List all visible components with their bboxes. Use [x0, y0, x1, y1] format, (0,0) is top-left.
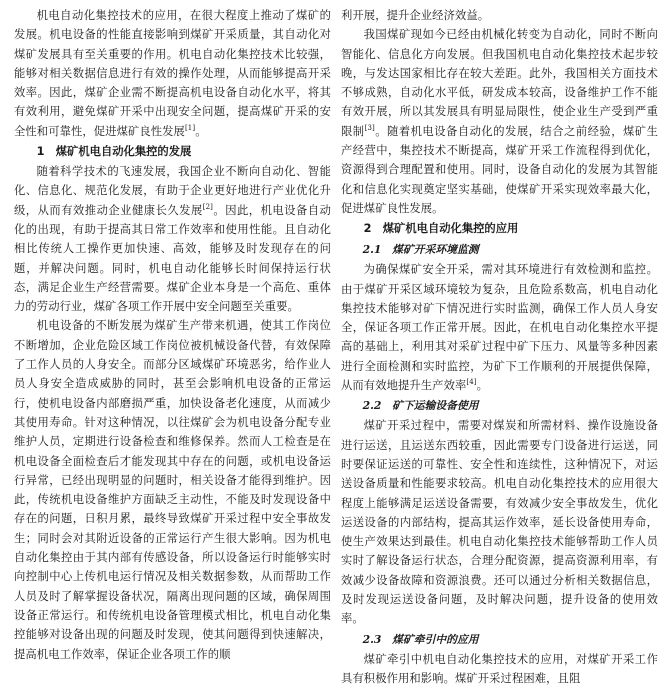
citation-ref: [4]	[466, 378, 477, 387]
paragraph-monitoring: 为确保煤矿安全开采，需对其环境进行有效检测和监控。由于煤矿开采区域环境较为复杂，且危险系数高，机电自动化集控技术能够对矿下情况进行实时监测，确保工作人员人身安全，保证各项工作正常开展。因此，在机电自动化集控水平提高的基础上，利用其对采矿过程中矿下压力、风量等多种因素进行全面检测和实时监控，为矿下工作顺利的开展提供保障，从而有效地提升生产效率[4]。	[341, 263, 658, 393]
paragraph-development: 随着科学技术的飞速发展，我国企业不断向自动化、智能化、信息化、规范化发展，有助于企业更好地进行产业优化升级，从而有效推动企业健康长久发展[2]。因此，机电设备自动化的出现，有助于提高其日常工作效率和使用性能。且自动化相比传统人工操作更加快速、高效，能够及时发现存在的问题，并解决问题。同时，机电自动化能够长时间保持运行状态，满足企业生产经营需要。煤矿企业本身是一个高危、重体力的劳动行业，煤矿各项工作开展中安全问题至关重要。	[14, 165, 331, 314]
section-heading-2: 2 煤矿机电自动化集控的应用	[363, 222, 519, 236]
citation-ref: [3]	[364, 124, 375, 133]
subsection-heading-2-2: 2.2 矿下运输设备使用	[362, 399, 479, 413]
paragraph-status: 我国煤矿现如今已经由机械化转变为自动化，同时不断向智能化、信息化方向发展。但我国机电自动化集控技术起步较晚，与发达国家相比存在较大差距。此外，我国相关方面技术不够成熟，自动化水平低，研发成本较高，设备维护工作不能有效开展，所以其发展具有明显局限性，使企业生产受到严重限制[3]。随着机电设备自动化的发展，结合之前经验，煤矿生产经营中，集控技术不断提高，煤矿开采工作流程得到优化，资源得到合理配置和使用。同时，设备自动化的发展为其智能化和信息化实现奠定坚实基础，使煤矿开采实现效率最大化，促进煤矿良性发展。	[341, 28, 659, 215]
paragraph-intro: 机电自动化集控技术的应用，在很大程度上推动了煤矿的发展。机电设备的性能直接影响到煤矿开采质量，其自动化对煤矿发展具有至关重要的作用。机电自动化集控技术比较强，能够对相关数据信息进行有效的操作处理，从而能够提高开采效率。因此，煤矿企业需不断提高机电设备自动化水平，将其有效利用，避免煤矿开采中出现安全问题，提高煤矿开采的安全性和可靠性，促进煤矿良性发展[1]。	[14, 9, 331, 138]
subsection-heading-2-1: 2.1 煤矿开采环境监测	[362, 243, 479, 257]
left-column	[14, 6, 331, 661]
citation-ref: [1]	[184, 124, 196, 133]
paragraph-equipment: 机电设备的不断发展为煤矿生产带来机遇，使其工作岗位不断增加，企业危险区域工作岗位被机械设备代替，有效保障了工作人员的人身安全。而部分区域煤矿环境恶劣，给作业人员人身安全造成威胁的同时，甚至会影响机电设备的正常运行，使机电设备内部磨损严重，加快设备老化速度，从而减少其使用寿命。针对这种情况，以往煤矿会为机电设备分配专业维护人员，定期进行设备检查和维修保养。然而人工检查是在机电设备全面检查后才能发现其中存在的问题，或机电设备运行异常，已经出现明显的问题时，相关设备才能得到维护。因此，传统机电设备维护方面缺乏主动性，不能及时发现设备中存在的问题，日积月累，最终导致煤矿开采过程中安全事故发生；同时会对其附近设备的正常运行产生很大影响。因为机电自动化集控由于其内部有传感设备，所以设备运行时能够实时向控制中心上传机电运行情况及相关数据参数，从而帮助工作人员及时了解掌握设备状况，隔离出现问题的区域，确保周围设备正常运行。和传统机电设备管理模式相比，机电自动化集控能够对设备出现的问题及时发现，使其问题得到快速解决，提高机电工作效率，保证企业各项工作的顺	[14, 319, 331, 661]
citation-ref: [2]	[202, 202, 213, 211]
paragraph-traction: 煤矿牵引中机电自动化集控技术的应用，对煤矿开采工作具有积极作用和影响。煤矿开采过程困难，且阻	[341, 652, 658, 685]
paragraph-transport: 煤矿开采过程中，需要对煤炭和所需材料、操作设施设备进行运送，且运送东西较重，因此需要专门设备进行运送，同时要保证运送的可靠性、安全性和连续性，这种情况下，对运送设备质量和性能要求较高。机电自动化集控技术的应用很大程度上能够满足运送设备需要，有效减少安全事故发生，优化运送设备的内部结构，提高其运作效率，延长设备使用寿命，使生产效果达到最佳。机电自动化集控技术能够帮助工作人员实时了解设备运行状态，合理分配资源，提高资源利用率，有效减少设备故障和资源浪费。还可以通过分析相关数据信息，及时发现运送设备问题，及时解决问题，提升设备的使用效率。	[341, 419, 658, 626]
paragraph-continued: 利开展，提升企业经济效益。	[341, 9, 490, 22]
subsection-heading-2-3: 2.3 煤矿牵引中的应用	[362, 632, 479, 646]
section-heading-1: 1 煤矿机电自动化集控的发展	[36, 145, 192, 159]
right-column	[341, 6, 659, 685]
